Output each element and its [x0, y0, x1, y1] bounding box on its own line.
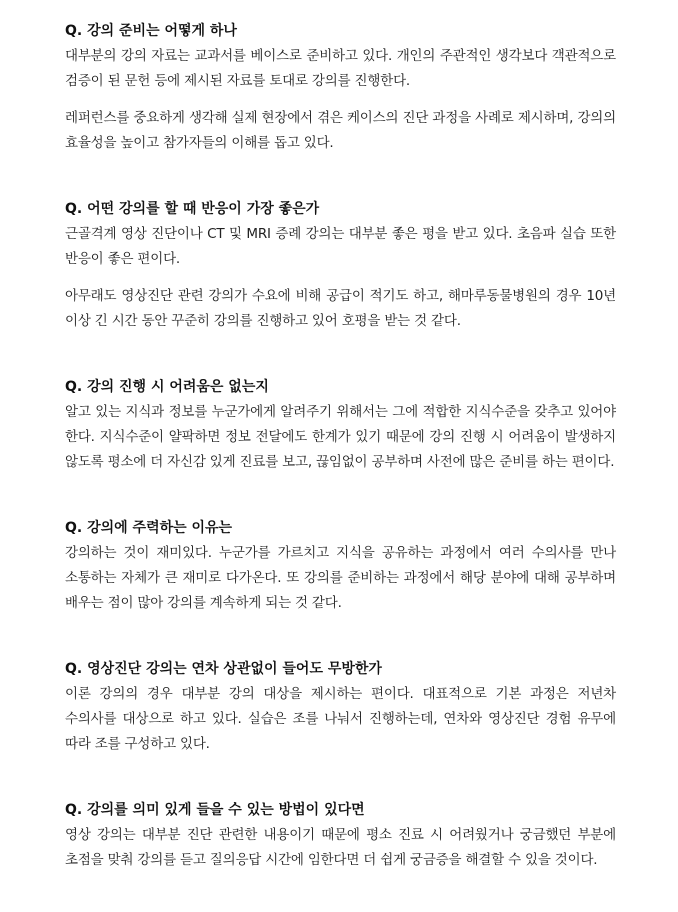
qa-section: [65, 378, 616, 475]
qa-section: [65, 519, 616, 616]
qa-section: [65, 660, 616, 757]
question-heading: Q. 강의 진행 시 어려움은 없는지: [65, 379, 269, 395]
answer-paragraph: 영상 강의는 대부분 진단 관련한 내용이기 때문에 평소 진료 시 어려웠거나 궁금했던 부분에 초점을 맞춰 강의를 듣고 질의응답 시간에 임한다면 더 쉽게 궁금증을 해결할 수 있을 것이다.: [65, 827, 616, 868]
answer-paragraph: 근골격계 영상 진단이나 CT 및 MRI 증례 강의는 대부분 좋은 평을 받고 있다. 초음파 실습 또한 반응이 좋은 편이다.: [65, 226, 616, 267]
answer-paragraph: 이론 강의의 경우 대부분 강의 대상을 제시하는 편이다. 대표적으로 기본 과정은 저년차 수의사를 대상으로 하고 있다. 실습은 조를 나눠서 진행하는데, 연차와 영상진단 경험 유무에 따라 조를 구성하고 있다.: [65, 686, 616, 752]
answer-paragraph: 대부분의 강의 자료는 교과서를 베이스로 준비하고 있다. 개인의 주관적인 생각보다 객관적으로 검증이 된 문헌 등에 제시된 자료를 토대로 강의를 진행한다.: [65, 48, 616, 89]
question-heading: Q. 강의 준비는 어떻게 하나: [65, 23, 237, 39]
qa-section: [65, 22, 616, 156]
question-heading: Q. 강의를 의미 있게 들을 수 있는 방법이 있다면: [65, 802, 365, 818]
qa-section: [65, 200, 616, 334]
answer-paragraph: 알고 있는 지식과 정보를 누군가에게 알려주기 위해서는 그에 적합한 지식수준을 갖추고 있어야 한다. 지식수준이 얄팍하면 정보 전달에도 한계가 있기 때문에 강의 진행 시 어려움이 발생하지 않도록 평소에 더 자신감 있게 진료를 보고, 끊임없이 공부하며 사전에 많은 준비를 하는 편이다.: [65, 404, 616, 470]
question-heading: Q. 영상진단 강의는 연차 상관없이 들어도 무방한가: [65, 661, 382, 677]
question-heading: Q. 강의에 주력하는 이유는: [65, 520, 233, 536]
answer-paragraph: 레퍼런스를 중요하게 생각해 실제 현장에서 겪은 케이스의 진단 과정을 사례로 제시하며, 강의의 효율성을 높이고 참가자들의 이해를 돕고 있다.: [65, 110, 616, 151]
answer-paragraph: 아무래도 영상진단 관련 강의가 수요에 비해 공급이 적기도 하고, 해마루동물병원의 경우 10년 이상 긴 시간 동안 꾸준히 강의를 진행하고 있어 호평을 받는 것 같다.: [65, 288, 616, 329]
question-heading: Q. 어떤 강의를 할 때 반응이 가장 좋은가: [65, 201, 320, 217]
answer-paragraph: 강의하는 것이 재미있다. 누군가를 가르치고 지식을 공유하는 과정에서 여러 수의사를 만나 소통하는 자체가 큰 재미로 다가온다. 또 강의를 준비하는 과정에서 해당 분야에 대해 공부하며 배우는 점이 많아 강의를 계속하게 되는 것 같다.: [65, 545, 616, 611]
qa-section: [65, 801, 616, 873]
